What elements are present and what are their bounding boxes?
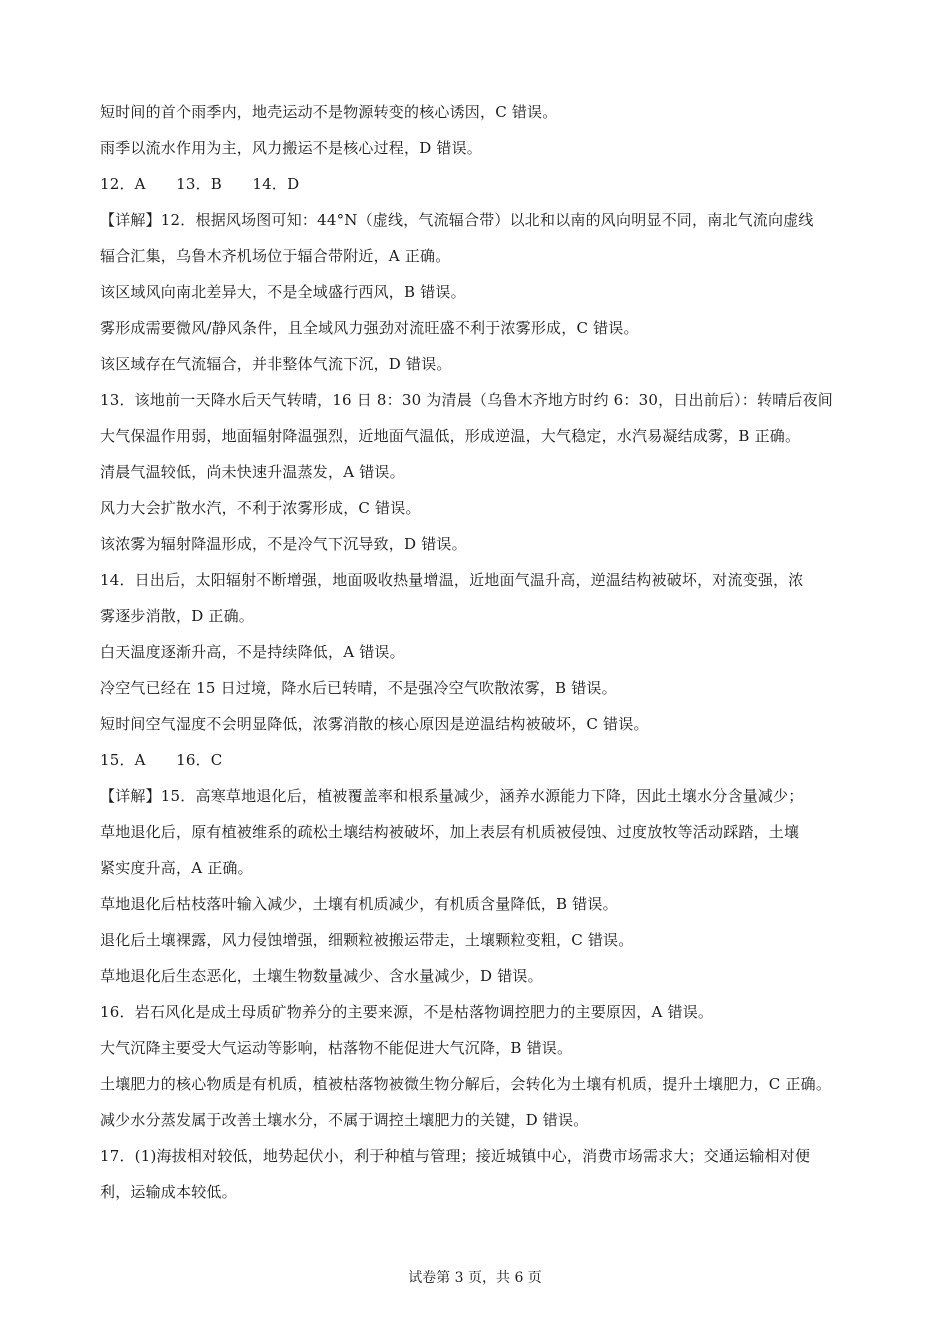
text-line: 17．(1)海拔相对较低，地势起伏小，利于种植与管理；接近城镇中心，消费市场需求大；交通运输相对便 bbox=[100, 1147, 811, 1165]
text-line: 13．该地前一天降水后天气转晴，16 日 8：30 为清晨（乌鲁木齐地方时约 6：30，日出前后）：转晴后夜间 bbox=[100, 391, 834, 409]
text-line: 减少水分蒸发属于改善土壤水分，不属于调控土壤肥力的关键，D 错误。 bbox=[100, 1111, 589, 1129]
answer-key-line: 15．A 16．C bbox=[100, 751, 223, 769]
text-line: 利，运输成本较低。 bbox=[100, 1183, 237, 1201]
answer-text-body bbox=[100, 94, 860, 1210]
text-line: 该浓雾为辐射降温形成，不是冷气下沉导致，D 错误。 bbox=[100, 535, 467, 553]
text-line: 土壤肥力的核心物质是有机质，植被枯落物被微生物分解后，会转化为土壤有机质，提升土壤肥力，C 正确。 bbox=[100, 1075, 832, 1093]
text-line: 草地退化后生态恶化，土壤生物数量减少、含水量减少，D 错误。 bbox=[100, 967, 543, 985]
text-line: 短时间空气湿度不会明显降低，浓雾消散的核心原因是逆温结构被破坏，C 错误。 bbox=[100, 715, 649, 733]
text-line: 草地退化后，原有植被维系的疏松土壤结构被破坏，加上表层有机质被侵蚀、过度放牧等活动踩踏，土壤 bbox=[100, 823, 800, 841]
text-line: 白天温度逐渐升高，不是持续降低，A 错误。 bbox=[100, 643, 405, 661]
text-line: 短时间的首个雨季内，地壳运动不是物源转变的核心诱因，C 错误。 bbox=[100, 103, 558, 121]
text-line: 大气保温作用弱，地面辐射降温强烈，近地面气温低，形成逆温，大气稳定，水汽易凝结成雾，B 正确。 bbox=[100, 427, 801, 445]
text-line: 辐合汇集，乌鲁木齐机场位于辐合带附近，A 正确。 bbox=[100, 247, 451, 265]
text-line: 雨季以流水作用为主，风力搬运不是核心过程，D 错误。 bbox=[100, 139, 482, 157]
text-line: 冷空气已经在 15 日过境，降水后已转晴，不是强冷空气吹散浓雾，B 错误。 bbox=[100, 679, 617, 697]
answer-key-line: 12．A 13．B 14．D bbox=[100, 175, 300, 193]
text-line: 该区域存在气流辐合，并非整体气流下沉，D 错误。 bbox=[100, 355, 452, 373]
text-line: 14．日出后，太阳辐射不断增强，地面吸收热量增温，近地面气温升高，逆温结构被破坏，对流变强，浓 bbox=[100, 571, 804, 589]
text-line: 草地退化后枯枝落叶输入减少，土壤有机质减少，有机质含量降低，B 错误。 bbox=[100, 895, 618, 913]
explanation-line: 【详解】12．根据风场图可知：44°N（虚线，气流辐合带）以北和以南的风向明显不同，南北气流向虚线 bbox=[100, 211, 814, 229]
page-footer: 试卷第 3 页，共 6 页 bbox=[408, 1270, 542, 1286]
text-line: 大气沉降主要受大气运动等影响，枯落物不能促进大气沉降，B 错误。 bbox=[100, 1039, 573, 1057]
explanation-line: 【详解】15．高寒草地退化后，植被覆盖率和根系量减少，涵养水源能力下降，因此土壤水分含量减少； bbox=[100, 787, 804, 805]
text-line: 紧实度升高，A 正确。 bbox=[100, 859, 253, 877]
text-line: 风力大会扩散水汽，不利于浓雾形成，C 错误。 bbox=[100, 499, 421, 517]
text-line: 16．岩石风化是成土母质矿物养分的主要来源，不是枯落物调控肥力的主要原因，A 错误。 bbox=[100, 1003, 714, 1021]
text-line: 清晨气温较低，尚未快速升温蒸发，A 错误。 bbox=[100, 463, 405, 481]
text-line: 退化后土壤裸露，风力侵蚀增强，细颗粒被搬运带走，土壤颗粒变粗，C 错误。 bbox=[100, 931, 634, 949]
text-line: 雾形成需要微风/静风条件，且全域风力强劲对流旺盛不利于浓雾形成，C 错误。 bbox=[100, 319, 639, 337]
text-line: 该区域风向南北差异大，不是全域盛行西风，B 错误。 bbox=[100, 283, 466, 301]
text-line: 雾逐步消散，D 正确。 bbox=[100, 607, 254, 625]
